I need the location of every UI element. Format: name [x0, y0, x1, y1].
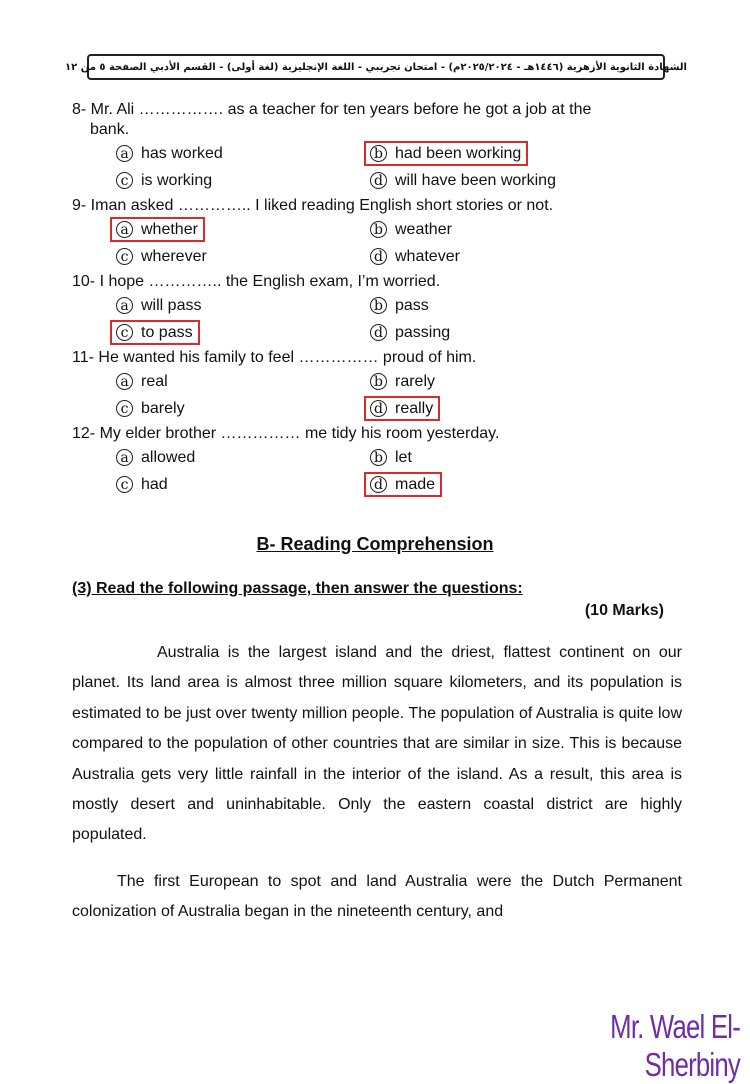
- question-stem-text: 9- Iman asked ………….. I liked reading English short stories or not.: [72, 197, 554, 214]
- question-stem-continued: bank.: [90, 121, 130, 138]
- option-b[interactable]: [364, 217, 459, 242]
- option-letter: d: [370, 400, 387, 417]
- option-letter: b: [370, 373, 387, 390]
- option-letter: b: [370, 145, 387, 162]
- option-text: has worked: [141, 144, 223, 162]
- option-text: wherever: [141, 247, 207, 265]
- passage-paragraph-2: The first European to spot and land Australia were the Dutch Permanent colonization of Australia began in the nineteenth century, and: [72, 872, 682, 921]
- option-letter: b: [370, 221, 387, 238]
- reading-passage: [72, 638, 682, 928]
- option-text: had: [141, 475, 168, 493]
- question-11: [72, 348, 692, 422]
- option-c[interactable]: [110, 396, 192, 421]
- option-a[interactable]: [110, 293, 208, 318]
- option-text: is working: [141, 171, 213, 189]
- option-text: barely: [141, 399, 185, 417]
- question-stem-text: 12- My elder brother …………… me tidy his room yesterday.: [72, 425, 500, 442]
- option-d[interactable]: [364, 320, 457, 345]
- marks-label: (10 Marks): [584, 602, 664, 619]
- option-text: will pass: [141, 296, 202, 314]
- option-c-correct[interactable]: [110, 320, 200, 345]
- option-d[interactable]: [364, 244, 467, 269]
- option-text: will have been working: [395, 171, 556, 189]
- exam-header: [65, 54, 687, 80]
- exam-header-text: الشهادة الثانوية الأزهرية (١٤٤٦هـ - ٢٠٢٥/٢٠٢٤م) - امتحان تجريبي - اللغة الإنجليزية (لغة أولى) - القسم الأدبي الصفحة ٥ من ١٢: [65, 61, 687, 73]
- question-stem-text: 10- I hope ………….. the English exam, I’m worried.: [72, 273, 441, 290]
- option-letter: b: [370, 297, 387, 314]
- option-c[interactable]: [110, 168, 219, 193]
- option-letter: d: [370, 324, 387, 341]
- passage-paragraph-1: Australia is the largest island and the driest, flattest continent on our planet. Its land area is almost three million square kilometers, and its population is estimated to be just over twenty million people. The population of Australia is quite low compared to the population of other countries that are similar in size. This is because Australia gets very little rainfall in the interior of the island. As a result, this area is mostly desert and uninhabitable. Only the eastern coastal district are highly populated.: [72, 644, 682, 844]
- option-a[interactable]: [110, 445, 202, 470]
- option-b[interactable]: [364, 369, 442, 394]
- option-letter: a: [116, 373, 133, 390]
- option-b[interactable]: [364, 293, 436, 318]
- option-text: let: [395, 448, 412, 466]
- question-stem: [72, 272, 692, 292]
- question-stem: [72, 348, 692, 368]
- option-text: passing: [395, 323, 451, 341]
- question-12: [72, 424, 692, 498]
- option-a[interactable]: [110, 141, 230, 166]
- question-10: [72, 272, 692, 346]
- questions-list: [72, 98, 692, 498]
- question-stem-text: 11- He wanted his family to feel …………… proud of him.: [72, 349, 477, 366]
- option-text: whatever: [395, 247, 460, 265]
- question-stem: [72, 196, 692, 216]
- option-text: made: [395, 475, 436, 493]
- option-d-correct[interactable]: [364, 396, 440, 421]
- option-d-correct[interactable]: [364, 472, 442, 497]
- option-letter: c: [116, 324, 133, 341]
- option-text: had been working: [395, 144, 522, 162]
- option-text: pass: [395, 296, 429, 314]
- option-letter: c: [116, 476, 133, 493]
- option-a-correct[interactable]: [110, 217, 205, 242]
- option-b[interactable]: [364, 445, 419, 470]
- option-text: allowed: [141, 448, 196, 466]
- option-text: really: [395, 399, 434, 417]
- option-letter: a: [116, 449, 133, 466]
- option-letter: d: [370, 476, 387, 493]
- question-9: [72, 196, 692, 270]
- option-c[interactable]: [110, 244, 214, 269]
- option-letter: d: [370, 172, 387, 189]
- option-letter: b: [370, 449, 387, 466]
- question-stem: [72, 100, 692, 140]
- option-letter: d: [370, 248, 387, 265]
- option-text: weather: [395, 220, 452, 238]
- option-letter: a: [116, 145, 133, 162]
- section-title: B- Reading Comprehension: [256, 534, 494, 554]
- option-text: real: [141, 372, 168, 390]
- option-letter: c: [116, 400, 133, 417]
- option-c[interactable]: [110, 472, 175, 497]
- option-d[interactable]: [364, 168, 563, 193]
- reading-instruction: (3) Read the following passage, then answer the questions:: [72, 580, 523, 597]
- option-letter: a: [116, 297, 133, 314]
- option-b-correct[interactable]: [364, 141, 528, 166]
- question-8: [72, 100, 692, 194]
- option-a[interactable]: [110, 369, 175, 394]
- option-letter: a: [116, 221, 133, 238]
- option-letter: c: [116, 172, 133, 189]
- option-text: whether: [141, 220, 198, 238]
- question-stem: [72, 424, 692, 444]
- option-letter: c: [116, 248, 133, 265]
- author-signature: Mr. Wael El-Sherbiny: [610, 1008, 740, 1083]
- option-text: rarely: [395, 372, 436, 390]
- option-text: to pass: [141, 323, 193, 341]
- question-stem-text: 8- Mr. Ali ……………. as a teacher for ten years before he got a job at the: [72, 101, 592, 118]
